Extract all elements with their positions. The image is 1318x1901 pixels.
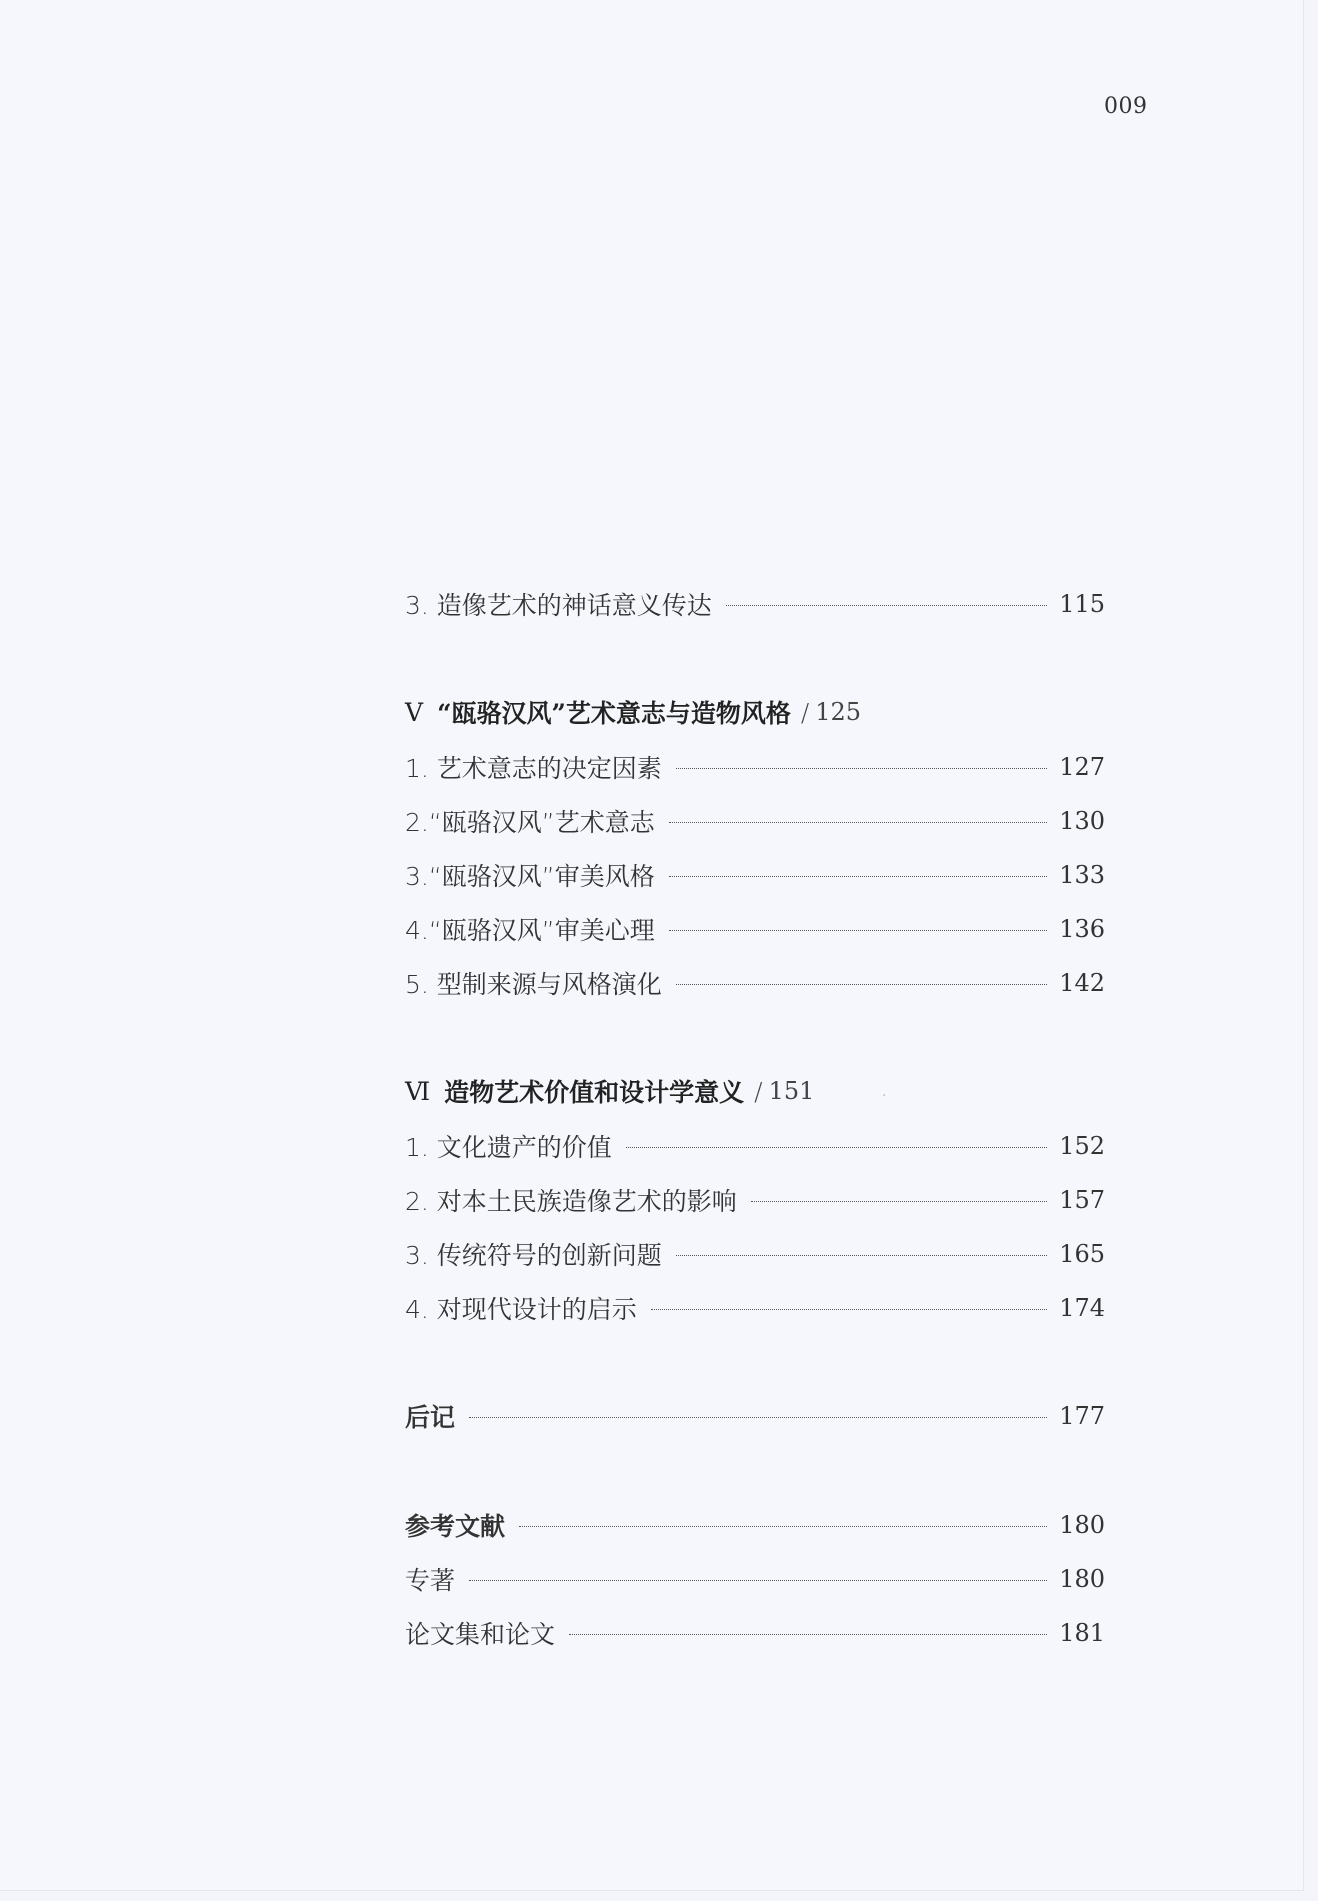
dot-leader <box>676 768 1047 769</box>
chapter-heading-6[interactable] <box>405 1073 814 1109</box>
toc-entry-label: 后记 <box>405 1403 456 1432</box>
toc-entry[interactable] <box>405 803 1105 839</box>
toc-entry[interactable] <box>405 911 1105 947</box>
toc-entry-page: 181 <box>1059 1619 1105 1647</box>
toc-entry-label: 2. 对本土民族造像艺术的影响 <box>405 1187 737 1216</box>
toc-entry-page: 127 <box>1059 753 1105 781</box>
toc-entry-label: 5. 型制来源与风格演化 <box>405 970 662 999</box>
chapter-title: 造物艺术价值和设计学意义 <box>444 1078 745 1107</box>
toc-entry[interactable] <box>405 1182 1105 1218</box>
toc-entry-page: 180 <box>1059 1565 1105 1593</box>
toc-entry-label: 专著 <box>405 1566 456 1595</box>
toc-entry[interactable] <box>405 1561 1105 1597</box>
dot-leader <box>676 984 1047 985</box>
dot-leader <box>569 1634 1047 1635</box>
toc-entry-page: 180 <box>1059 1511 1105 1539</box>
dot-leader <box>726 605 1047 606</box>
toc-entry-page: 130 <box>1059 807 1105 835</box>
page-number: 009 <box>1104 94 1148 119</box>
chapter-page-separator: / <box>800 697 810 727</box>
chapter-numeral: Ⅴ <box>405 697 424 727</box>
toc-entry-label: 论文集和论文 <box>405 1620 556 1649</box>
toc-entry-page: 174 <box>1059 1294 1105 1322</box>
toc-entry-page: 157 <box>1059 1186 1105 1214</box>
toc-entry-label: 参考文献 <box>405 1512 506 1541</box>
toc-entry[interactable] <box>405 1290 1105 1326</box>
toc-entry[interactable] <box>405 586 1105 622</box>
dot-leader <box>669 822 1047 823</box>
toc-entry-page: 142 <box>1059 969 1105 997</box>
toc-entry-page: 133 <box>1059 861 1105 889</box>
toc-entry-label: 2.“瓯骆汉风”艺术意志 <box>405 808 655 837</box>
chapter-page: 151 <box>768 1077 815 1105</box>
toc-entry-label: 3. 造像艺术的神话意义传达 <box>405 591 712 620</box>
toc-entry-label: 1. 文化遗产的价值 <box>405 1133 612 1162</box>
toc-entry-label: 3.“瓯骆汉风”审美风格 <box>405 862 655 891</box>
toc-entry-references[interactable] <box>405 1507 1105 1543</box>
dot-leader <box>626 1147 1047 1148</box>
toc-entry[interactable] <box>405 857 1105 893</box>
dot-leader <box>669 930 1047 931</box>
toc-entry-afterword[interactable] <box>405 1398 1105 1434</box>
dot-leader <box>651 1309 1047 1310</box>
chapter-page-separator: / <box>754 1076 763 1106</box>
chapter-numeral: Ⅵ <box>405 1076 431 1106</box>
dot-leader <box>669 876 1047 877</box>
toc-entry-page: 152 <box>1059 1132 1105 1160</box>
dot-leader <box>469 1580 1047 1581</box>
dot-leader <box>519 1526 1047 1527</box>
toc-entry-label: 1. 艺术意志的决定因素 <box>405 754 662 783</box>
dot-leader <box>469 1417 1047 1418</box>
chapter-heading-5[interactable] <box>405 694 861 730</box>
toc-entry-label: 4. 对现代设计的启示 <box>405 1295 637 1324</box>
scan-speck: · <box>882 1088 887 1104</box>
chapter-page: 125 <box>815 698 862 726</box>
toc-entry[interactable] <box>405 749 1105 785</box>
chapter-title: “瓯骆汉风”艺术意志与造物风格 <box>437 699 791 728</box>
toc-entry[interactable] <box>405 1615 1105 1651</box>
toc-entry-label: 3. 传统符号的创新问题 <box>405 1241 662 1270</box>
toc-entry[interactable] <box>405 1128 1105 1164</box>
dot-leader <box>676 1255 1047 1256</box>
toc-entry-page: 165 <box>1059 1240 1105 1268</box>
toc-entry-page: 177 <box>1059 1402 1105 1430</box>
toc-entry[interactable] <box>405 1236 1105 1272</box>
toc-entry[interactable] <box>405 965 1105 1001</box>
dot-leader <box>751 1201 1047 1202</box>
toc-entry-page: 115 <box>1059 590 1105 618</box>
toc-entry-page: 136 <box>1059 915 1105 943</box>
toc-entry-label: 4.“瓯骆汉风”审美心理 <box>405 916 655 945</box>
